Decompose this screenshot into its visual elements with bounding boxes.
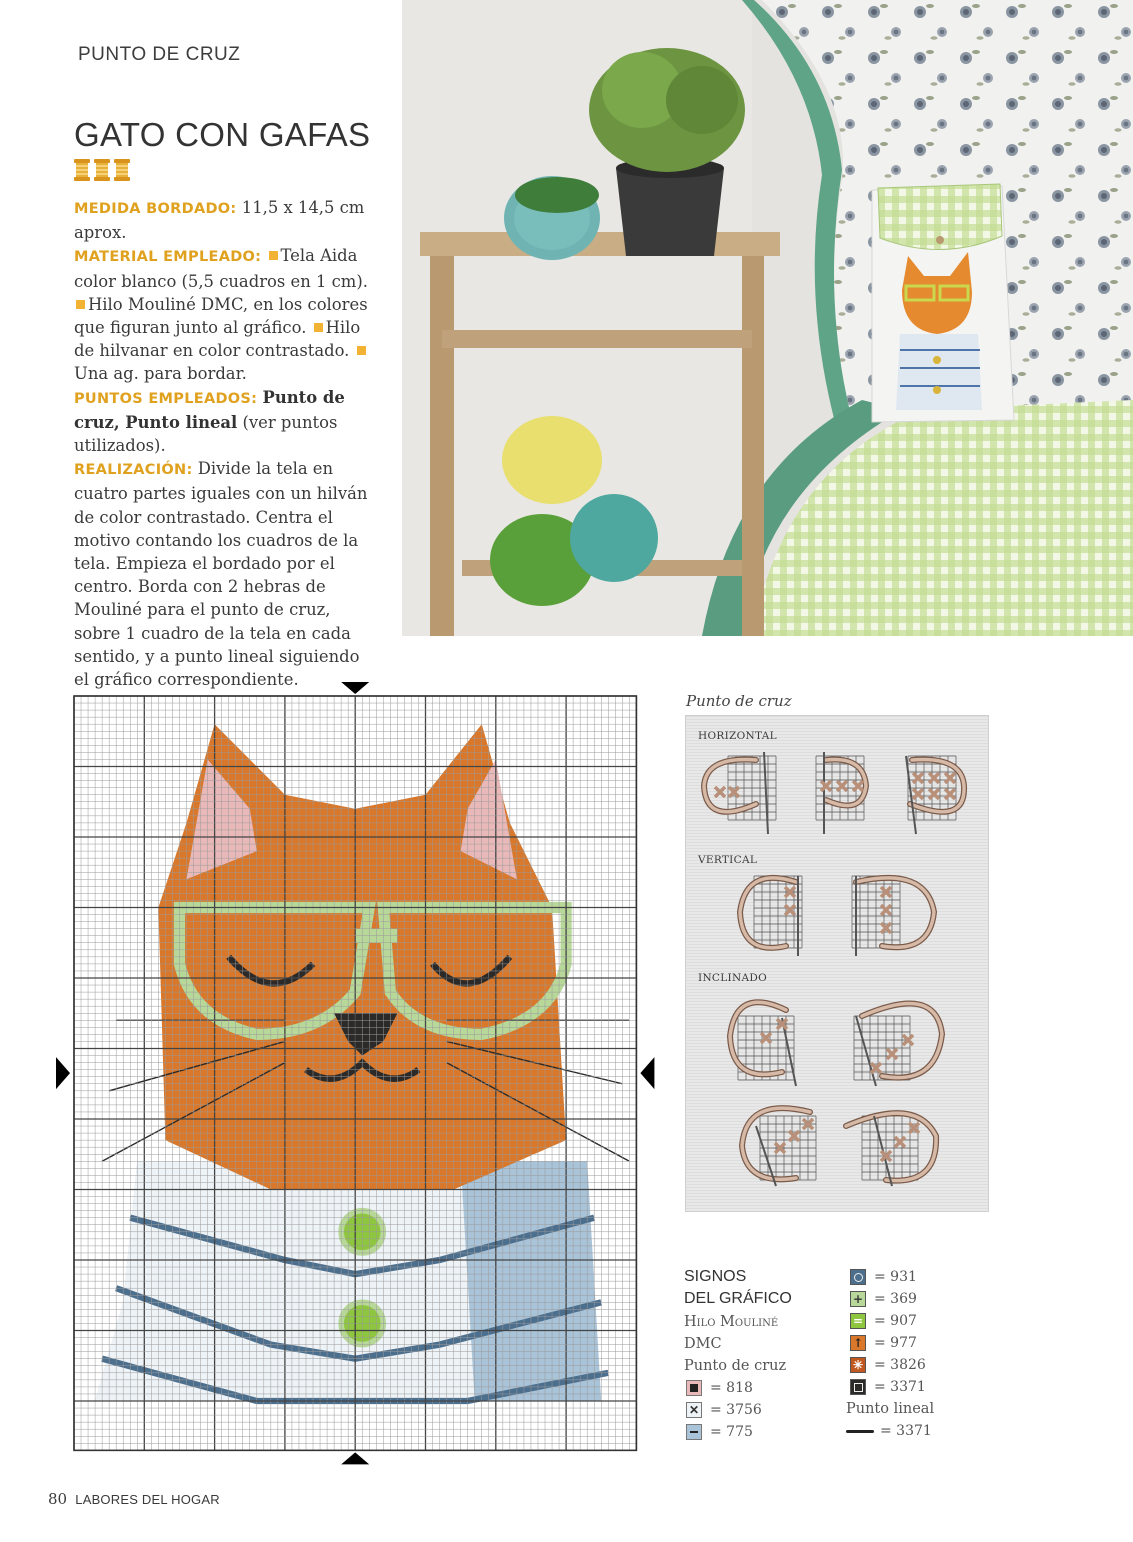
legend-369 bbox=[850, 1290, 917, 1308]
legend-heading bbox=[684, 1266, 792, 1310]
legend-line-3371 bbox=[846, 1422, 932, 1440]
center-arrow-right bbox=[640, 1057, 654, 1089]
legend-3826 bbox=[850, 1356, 926, 1374]
legend-931 bbox=[850, 1268, 917, 1286]
cross-stitch-mark bbox=[837, 781, 847, 791]
legend-code: = 907 bbox=[874, 1313, 917, 1329]
cross-stitch-mark bbox=[881, 923, 891, 933]
bullet-icon bbox=[314, 323, 323, 332]
legend-907 bbox=[850, 1312, 917, 1330]
legend-code: = 3756 bbox=[710, 1402, 762, 1418]
x-symbol-icon: ✕ bbox=[686, 1402, 702, 1418]
section-label: PUNTO DE CRUZ bbox=[78, 44, 241, 65]
legend-3756 bbox=[686, 1401, 762, 1419]
center-arrow-left bbox=[56, 1057, 70, 1089]
legend-code: = 931 bbox=[874, 1269, 917, 1285]
line-symbol-icon bbox=[846, 1430, 874, 1433]
cross-stitch-mark bbox=[913, 789, 923, 799]
cross-stitch-mark bbox=[761, 1033, 771, 1043]
bullet-icon bbox=[76, 300, 85, 309]
cross-stitch-mark bbox=[715, 787, 725, 797]
page-number: 80 bbox=[48, 1490, 68, 1508]
legend-thread bbox=[684, 1311, 786, 1377]
equals-symbol-icon: = bbox=[850, 1313, 866, 1329]
legend-3371 bbox=[850, 1378, 926, 1396]
thread-loop bbox=[846, 1113, 936, 1181]
material-3: Hilo de hilvanar en color contrastado. bbox=[74, 318, 361, 361]
cross-stitch-mark bbox=[895, 1137, 905, 1147]
cross-stitch-mark bbox=[881, 905, 891, 915]
spool-icon bbox=[74, 159, 90, 181]
difficulty-rating bbox=[74, 159, 130, 181]
legend-code: = 775 bbox=[710, 1424, 753, 1440]
medida-label: MEDIDA BORDADO: bbox=[74, 201, 237, 217]
page-footer bbox=[48, 1490, 220, 1508]
inclinado-label: INCLINADO bbox=[698, 972, 767, 984]
material-label: MATERIAL EMPLEADO: bbox=[74, 249, 262, 266]
project-title: GATO CON GAFAS bbox=[74, 116, 371, 153]
cross-stitch-mark bbox=[945, 773, 955, 783]
realizacion-label: REALIZACIÓN: bbox=[74, 462, 193, 479]
needle-icon bbox=[906, 756, 916, 834]
magazine-name: LABORES DEL HOGAR bbox=[75, 1492, 220, 1507]
bullet-icon bbox=[269, 251, 278, 260]
plus-symbol-icon: + bbox=[850, 1291, 866, 1307]
line-stitch-label: Punto lineal bbox=[846, 1401, 935, 1417]
center-arrow-top bbox=[341, 682, 369, 694]
bullet-icon bbox=[357, 346, 366, 355]
cross-stitch-mark bbox=[929, 789, 939, 799]
legend-code: = 3371 bbox=[874, 1379, 926, 1395]
asterisk-symbol-icon: ✳ bbox=[850, 1357, 866, 1373]
square-symbol-icon bbox=[686, 1380, 702, 1396]
cross-stitch-mark bbox=[871, 1063, 881, 1073]
stitch-panel bbox=[685, 715, 989, 1212]
vertical-label: VERTICAL bbox=[698, 854, 758, 866]
legend-heading-1: SIGNOS bbox=[684, 1268, 747, 1285]
project-photo bbox=[402, 0, 1133, 636]
center-arrow-bottom bbox=[341, 1452, 369, 1464]
realizacion-text: Divide la tela en cuatro partes iguales con un hilván de color contrastado. Centra el motivo contando los cuadros de la tela. Empieza el bordado por el centro. Borda con 2 hebras de Mouliné para el punto de cruz, sobre 1 cuadro de la tela en cada sentido, y a punto lineal siguiendo el gráfico correspondiente. bbox=[74, 459, 368, 690]
legend-code: = 818 bbox=[710, 1380, 753, 1396]
hollow-square-symbol-icon bbox=[850, 1379, 866, 1395]
legend-code: = 977 bbox=[874, 1335, 917, 1351]
instructions bbox=[74, 196, 376, 691]
cross-stitch-mark bbox=[945, 789, 955, 799]
cross-stitch-mark bbox=[789, 1131, 799, 1141]
stitch-diagrams bbox=[686, 716, 988, 1211]
legend-818 bbox=[686, 1379, 753, 1397]
legend-977 bbox=[850, 1334, 917, 1352]
cross-stitch-mark bbox=[887, 1049, 897, 1059]
medida-value: 11,5 x 14,5 cm aprox. bbox=[74, 198, 365, 243]
thread-brand: DMC bbox=[684, 1336, 722, 1352]
legend-code: = 3371 bbox=[880, 1423, 932, 1439]
legend-code: = 369 bbox=[874, 1291, 917, 1307]
material-1: Tela Aida color blanco (5,5 cuadros en 1 cm). bbox=[74, 246, 368, 291]
spool-icon bbox=[94, 159, 110, 181]
puntos-label: PUNTOS EMPLEADOS: bbox=[74, 390, 258, 407]
legend-heading-2: DEL GRÁFICO bbox=[684, 1290, 792, 1307]
horizontal-label: HORIZONTAL bbox=[698, 730, 777, 742]
cross-stitch-mark bbox=[821, 781, 831, 791]
cross-stitch-label: Punto de cruz bbox=[684, 1358, 787, 1374]
cross-stitch-mark bbox=[913, 773, 923, 783]
cross-stitch-mark bbox=[929, 773, 939, 783]
cross-stitch-mark bbox=[909, 1123, 919, 1133]
cross-stitch-mark bbox=[853, 781, 863, 791]
needle-icon bbox=[856, 1016, 876, 1086]
spool-icon bbox=[114, 159, 130, 181]
cross-stitch-mark bbox=[785, 905, 795, 915]
puntos-rest: (ver puntos utilizados). bbox=[74, 412, 338, 456]
dash-symbol-icon bbox=[686, 1424, 702, 1440]
circle-symbol-icon bbox=[850, 1269, 866, 1285]
arrow-up-symbol-icon: ↑ bbox=[850, 1335, 866, 1351]
puntos-bold: Punto de cruz, Punto lineal bbox=[74, 387, 345, 432]
material-4: Una ag. para bordar. bbox=[74, 364, 247, 384]
legend-code: = 3826 bbox=[874, 1357, 926, 1373]
chart-svg bbox=[48, 676, 658, 1471]
cross-stitch-chart bbox=[48, 676, 658, 1471]
thread-name: Hilo Mouliné bbox=[684, 1314, 779, 1330]
thread-loop bbox=[730, 1002, 786, 1074]
legend-775 bbox=[686, 1423, 753, 1441]
stitch-panel-title: Punto de cruz bbox=[686, 692, 792, 710]
material-2: Hilo Mouliné DMC, en los colores que figuran junto al gráfico. bbox=[74, 294, 368, 338]
cross-stitch-mark bbox=[729, 787, 739, 797]
